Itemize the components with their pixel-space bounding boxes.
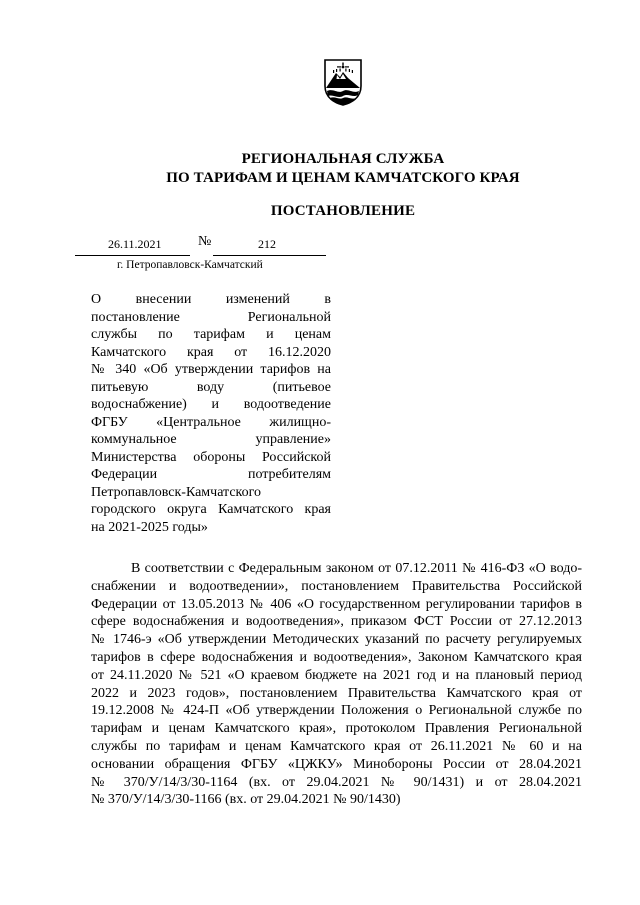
body-line: № 1746-э «Об утверждении Методических указаний по расчету регулируемых	[91, 632, 582, 648]
subject-line: Камчатского края от 16.12.2020	[91, 344, 331, 360]
document-type: ПОСТАНОВЛЕНИЕ	[270, 203, 416, 219]
subject-line: О внесении изменений в	[91, 292, 331, 307]
subject-line: № 340 «Об утверждении тарифов на	[91, 362, 331, 377]
body-line: 2022 и 2023 годов», постановлением Правительства Камчатского края от	[91, 685, 582, 701]
body-line: снабжении и водоотведении», постановлением Правительства Российской	[91, 578, 582, 594]
subject-line: коммунальное управление»	[91, 432, 331, 447]
body-line: тарифам и ценам Камчатского края», протоколом Правления Региональной	[91, 721, 582, 737]
subject-line: Петропавловск-Камчатского	[91, 484, 262, 500]
subject-line: Министерства обороны Российской	[91, 449, 331, 465]
city: г. Петропавловск-Камчатский	[117, 259, 263, 271]
subject-block	[91, 291, 331, 536]
body-line: № 370/У/14/3/30-1164 (вх. от 29.04.2021 № 90/1431) и от 28.04.2021	[91, 774, 582, 790]
body-line: 19.12.2008 № 424-П «Об утверждении Положения о Региональной службе по	[91, 703, 582, 719]
body-line: № 370/У/14/3/30-1166 (вх. от 29.04.2021 № 90/1430)	[91, 792, 401, 808]
subject-line: на 2021-2025 годы»	[91, 519, 208, 535]
kamchatka-coat-of-arms-icon	[323, 58, 363, 106]
body-line: основании обращения ФГБУ «ЦЖКУ» Минобороны России от 28.04.2021	[91, 756, 582, 772]
organization-title-line2: ПО ТАРИФАМ И ЦЕНАМ КАМЧАТСКОГО КРАЯ	[166, 170, 520, 186]
organization-title-line1: РЕГИОНАЛЬНАЯ СЛУЖБА	[241, 151, 445, 167]
subject-line: постановление Региональной	[91, 309, 331, 325]
registration-number: 212	[258, 237, 276, 251]
body-paragraph	[91, 560, 582, 809]
registration-date: 26.11.2021	[108, 237, 162, 251]
body-line: службы по тарифам и ценам Камчатского края от 26.11.2021 № 60 и на	[91, 738, 582, 754]
body-line: от 24.11.2020 № 521 «О краевом бюджете на 2021 год и на плановый период	[91, 667, 582, 683]
number-underline	[213, 255, 326, 256]
body-line: В соответствии с Федеральным законом от 07.12.2011 № 416-ФЗ «О водо-	[131, 561, 582, 576]
subject-line: водоснабжение) и водоотведение	[91, 397, 331, 412]
subject-line: городского округа Камчатского края	[91, 502, 331, 517]
body-line: Федерации от 13.05.2013 № 406 «О государственном регулировании тарифов в	[91, 596, 582, 612]
subject-line: Федерации потребителям	[91, 467, 331, 482]
organization-title	[0, 150, 640, 188]
subject-line: питьевую воду (питьевое	[91, 379, 331, 395]
body-line: сфере водоснабжения и водоотведения», приказом ФСТ России от 27.12.2013	[91, 614, 582, 630]
subject-line: ФГБУ «Центральное жилищно-	[91, 414, 331, 430]
body-line: тарифов в сфере водоснабжения и водоотведения», Законом Камчатского края	[91, 649, 582, 665]
subject-line: службы по тарифам и ценам	[91, 327, 331, 342]
registration-number-sign: №	[198, 234, 212, 249]
date-underline	[75, 255, 190, 256]
